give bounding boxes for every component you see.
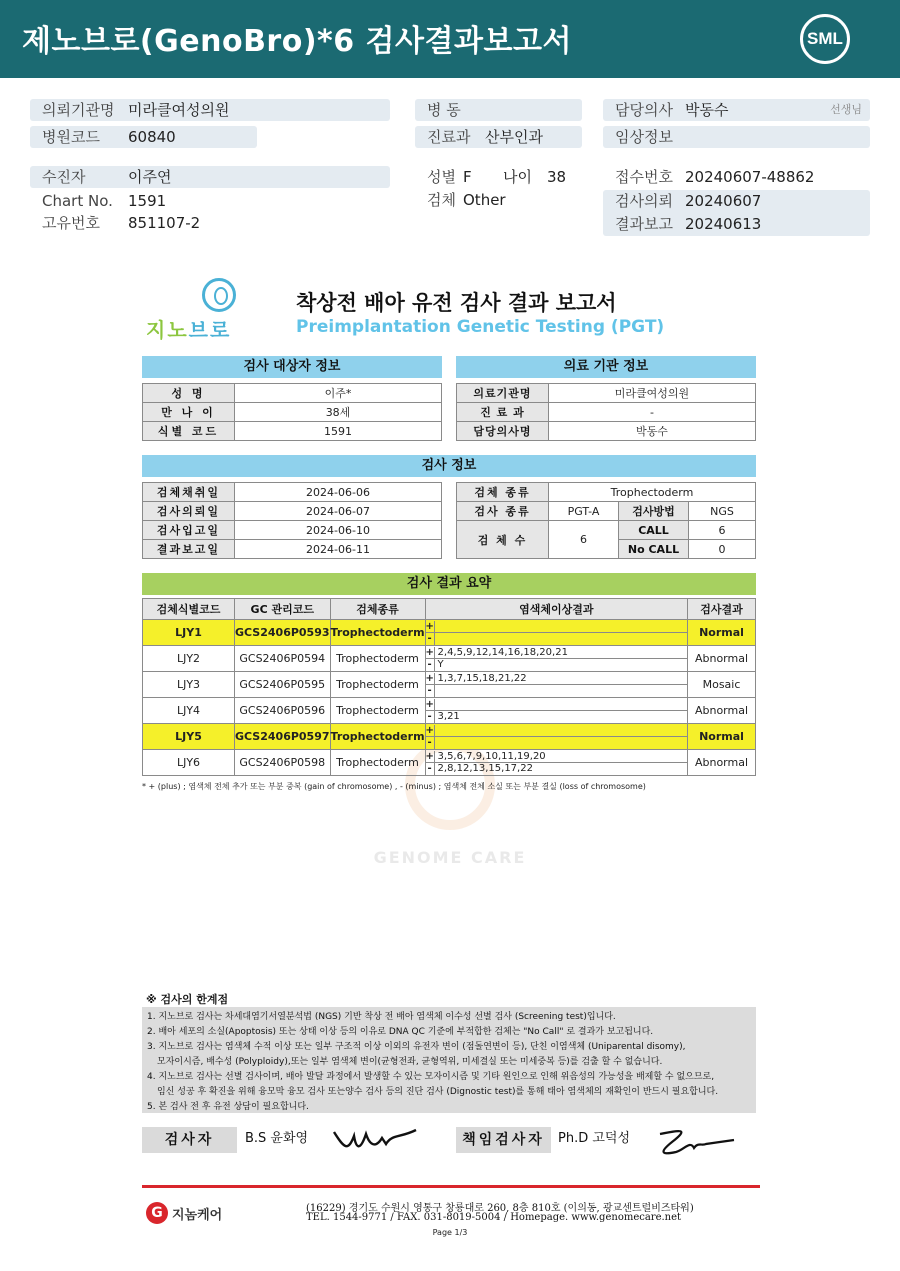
hospital-code-value: 60840 (128, 128, 176, 146)
patient-name-field (30, 166, 390, 188)
hospital-label: 의뢰기관명 (42, 101, 115, 119)
gc-code-cell: GCS2406P0593 (235, 620, 331, 646)
dept-label: 진료과 (427, 128, 471, 146)
plus-chromosomes: 2,4,5,9,12,14,16,18,20,21 (437, 646, 568, 658)
chromosome-result-cell (425, 750, 687, 776)
plus-sign: + (425, 724, 434, 736)
gc-code-cell: GCS2406P0598 (235, 750, 331, 776)
institution-row-doctor: 담당의사명 박동수 (457, 422, 756, 441)
clinical-label: 임상정보 (615, 128, 673, 146)
limitations-box (142, 1007, 756, 1113)
gc-code-cell: GCS2406P0597 (235, 724, 331, 750)
date-row-receive: 검사입고일 2024-06-10 (143, 521, 442, 540)
plus-line (426, 621, 687, 633)
receipt-label: 접수번호 (615, 168, 673, 186)
chromosome-result-cell (425, 646, 687, 672)
minus-line (426, 711, 687, 723)
institution-info-table (456, 383, 756, 441)
tester-label: 검사자 (142, 1127, 237, 1153)
report-title-en: Preimplantation Genetic Testing (PGT) (296, 317, 665, 337)
plus-sign: + (425, 646, 434, 658)
results-footnote: * + (plus) ; 염색체 전체 추가 또는 부분 중복 (gain of chromosome) , - (minus) ; 염색체 전체 소실 또는 부분 결실 (loss of chromosome) (142, 782, 646, 791)
chromosome-result-cell (425, 620, 687, 646)
genomecare-logo (146, 1202, 246, 1226)
limitations-title: ※ 검사의 한계점 (146, 993, 229, 1006)
results-header-row (143, 599, 756, 620)
genomecare-logo-text: 지놈케어 (172, 1208, 223, 1223)
chief-label: 책임검사자 (456, 1127, 551, 1153)
result-cell: Abnormal (688, 750, 756, 776)
specimen-id-cell: LJY5 (143, 724, 235, 750)
genobro-mark-icon (202, 278, 236, 312)
minus-sign: - (426, 659, 435, 671)
specimen-type-cell: Trophectoderm (330, 750, 425, 776)
minus-line (426, 763, 687, 775)
limitation-line: 임신 성공 후 확진을 위해 융모막 융모 검사 또는양수 검사 등의 진단 검사 (Dignostic test)를 통해 태아 염색체의 재확인이 반드시 필요합니다. (157, 1087, 719, 1097)
age-label: 나이 (503, 168, 532, 186)
minus-chromosomes (435, 685, 438, 697)
subject-row-name: 성 명 이주* (143, 384, 442, 403)
detail-row-type: 검사 종류 PGT-A 검사방법 NGS (457, 502, 756, 521)
doctor-suffix: 선생님 (830, 103, 862, 116)
col-type: 검체종류 (330, 599, 425, 620)
limitation-line: 3. 지노브로 검사는 염색체 수적 이상 또는 일부 구조적 이상 이외의 유전자 변이 (점돌연변이 등), 단친 이염색체 (Uniparental disomy), (147, 1042, 686, 1052)
tester-signature-icon (330, 1118, 420, 1158)
result-row (143, 620, 756, 646)
gc-code-cell: GCS2406P0595 (235, 672, 331, 698)
plus-sign: + (425, 698, 434, 710)
plus-line (426, 725, 687, 737)
chromosome-result-cell (425, 724, 687, 750)
footer-contact: TEL. 1544-9771 / FAX. 031-8019-5004 / Homepage. www.genomecare.net (306, 1212, 682, 1223)
report-value: 20240613 (685, 215, 762, 233)
chromosome-result-cell (425, 698, 687, 724)
plus-line (426, 699, 687, 711)
result-cell: Abnormal (688, 646, 756, 672)
chief-signature-icon (650, 1122, 740, 1162)
sex-value: F (463, 168, 472, 186)
minus-sign: - (426, 685, 435, 697)
minus-chromosomes (435, 737, 438, 749)
result-row (143, 698, 756, 724)
subject-row-age: 만 나 이 38세 (143, 403, 442, 422)
id-no-field (30, 212, 390, 234)
id-no-value: 851107-2 (128, 214, 201, 232)
date-row-request: 검사의뢰일 2024-06-07 (143, 502, 442, 521)
specimen-id-cell: LJY4 (143, 698, 235, 724)
plus-chromosomes: 3,5,6,7,9,10,11,19,20 (437, 750, 546, 762)
subject-info-table (142, 383, 442, 441)
ward-label: 병 동 (427, 101, 461, 119)
col-chrom: 염색체이상결과 (425, 599, 687, 620)
result-row (143, 646, 756, 672)
patient-name-value: 이주연 (128, 168, 172, 186)
specimen-value: Other (463, 191, 506, 209)
plus-sign: + (425, 672, 434, 684)
date-row-collect: 검체채취일 2024-06-06 (143, 483, 442, 502)
receipt-field (603, 166, 870, 188)
specimen-label: 검체 (427, 191, 456, 209)
detail-row-call: 검 체 수 6 CALL 6 (457, 521, 756, 540)
genobro-logo (140, 278, 260, 342)
minus-line (426, 659, 687, 671)
plus-chromosomes (435, 621, 438, 632)
result-cell: Mosaic (688, 672, 756, 698)
doctor-value: 박동수 (685, 101, 729, 119)
sex-label: 성별 (427, 168, 456, 186)
tester-name: B.S 윤화영 (245, 1131, 309, 1146)
gc-code-cell: GCS2406P0594 (235, 646, 331, 672)
clinical-field (603, 126, 870, 148)
specimen-id-cell: LJY1 (143, 620, 235, 646)
doctor-label: 담당의사 (615, 101, 673, 119)
chart-no-field (30, 190, 390, 212)
detail-row-specimen: 검체 종류 Trophectoderm (457, 483, 756, 502)
result-cell: Abnormal (688, 698, 756, 724)
report-header-title: 제노브로(GenoBro)*6 검사결과보고서 (22, 24, 572, 59)
header-bar (0, 0, 900, 78)
specimen-id-cell: LJY6 (143, 750, 235, 776)
minus-sign: - (426, 711, 435, 723)
institution-info-heading: 의료 기관 정보 (456, 356, 756, 378)
id-no-label: 고유번호 (42, 214, 100, 232)
plus-chromosomes (435, 725, 438, 736)
genobro-logo-text: 지노브로 (146, 318, 232, 342)
date-row-report: 결과보고일 2024-06-11 (143, 540, 442, 559)
col-result: 검사결과 (688, 599, 756, 620)
minus-chromosomes: 2,8,12,13,15,17,22 (437, 762, 533, 774)
subject-info-heading: 검사 대상자 정보 (142, 356, 442, 378)
limitation-line: 5. 본 검사 전 후 유전 상담이 필요합니다. (147, 1102, 309, 1112)
subject-row-code: 식별 코드 1591 (143, 422, 442, 441)
plus-sign: + (425, 750, 434, 762)
watermark-text: GENOME CARE (373, 848, 527, 867)
footer-address: (16229) 경기도 수원시 영통구 창룡대로 260, 8층 810호 (이의동, 광교센트럴비즈타워) (306, 1203, 694, 1214)
institution-row-name: 의료기관명 미라클여성의원 (457, 384, 756, 403)
minus-sign: - (426, 633, 435, 645)
institution-row-dept: 진 료 과 - (457, 403, 756, 422)
specimen-id-cell: LJY2 (143, 646, 235, 672)
result-cell: Normal (688, 724, 756, 750)
results-table (142, 598, 756, 776)
test-dates-table (142, 482, 442, 559)
result-row (143, 750, 756, 776)
hospital-value: 미라클여성의원 (128, 101, 230, 119)
doctor-field (603, 99, 870, 121)
chromosome-result-cell (425, 672, 687, 698)
result-row (143, 724, 756, 750)
plus-line (426, 647, 687, 659)
hospital-code-field (30, 126, 257, 148)
specimen-field (415, 189, 595, 211)
plus-line (426, 673, 687, 685)
result-row (143, 672, 756, 698)
test-detail-table (456, 482, 756, 559)
footer-divider (142, 1185, 760, 1188)
col-gc: GC 관리코드 (235, 599, 331, 620)
request-label: 검사의뢰 (615, 192, 673, 210)
page-number: Page 1/3 (432, 1228, 468, 1237)
result-cell: Normal (688, 620, 756, 646)
minus-line (426, 685, 687, 697)
specimen-type-cell: Trophectoderm (330, 698, 425, 724)
hospital-field (30, 99, 390, 121)
chart-no-value: 1591 (128, 192, 167, 210)
col-id: 검체식별코드 (143, 599, 235, 620)
limitation-line: 1. 지노브로 검사는 차세대염기서열분석법 (NGS) 기반 착상 전 배아 염색체 이수성 선별 검사 (Screening test)입니다. (147, 1012, 616, 1022)
age-value: 38 (547, 168, 567, 186)
sml-logo: SML (800, 14, 850, 64)
limitation-line: 2. 배아 세포의 소실(Apoptosis) 또는 상태 이상 등의 이유로 DNA QC 기준에 부적합한 검체는 "No Call" 로 결과가 보고됩니다. (147, 1027, 654, 1037)
specimen-type-cell: Trophectoderm (330, 646, 425, 672)
dept-value: 산부인과 (485, 128, 543, 146)
minus-line (426, 737, 687, 749)
specimen-id-cell: LJY3 (143, 672, 235, 698)
dept-field (415, 126, 582, 148)
specimen-type-cell: Trophectoderm (330, 620, 425, 646)
sex-age-field (415, 166, 595, 188)
minus-sign: - (426, 763, 435, 775)
genomecare-g-icon: G (146, 1202, 168, 1224)
plus-line (426, 751, 687, 763)
specimen-type-cell: Trophectoderm (330, 724, 425, 750)
plus-sign: + (425, 620, 434, 632)
plus-chromosomes: 1,3,7,15,18,21,22 (437, 672, 527, 684)
patient-name-label: 수진자 (42, 168, 86, 186)
test-info-heading: 검사 정보 (142, 455, 756, 477)
plus-chromosomes (435, 699, 438, 710)
specimen-type-cell: Trophectoderm (330, 672, 425, 698)
detail-row-nocall: No CALL 0 (457, 540, 756, 559)
report-label: 결과보고 (615, 215, 673, 233)
ward-field (415, 99, 582, 121)
limitation-line: 4. 지노브로 검사는 선별 검사이며, 배아 발달 과정에서 발생할 수 있는 모자이시즘 및 기타 원인으로 인해 위음성의 가능성을 배제할 수 없으므로, (147, 1072, 715, 1082)
minus-sign: - (426, 737, 435, 749)
minus-chromosomes (435, 633, 438, 645)
chart-no-label: Chart No. (42, 192, 113, 210)
request-value: 20240607 (685, 192, 762, 210)
receipt-value: 20240607-48862 (685, 168, 815, 186)
hospital-code-label: 병원코드 (42, 128, 100, 146)
chief-name: Ph.D 고덕성 (558, 1131, 631, 1146)
minus-chromosomes: Y (437, 658, 444, 670)
gc-code-cell: GCS2406P0596 (235, 698, 331, 724)
minus-chromosomes: 3,21 (437, 710, 460, 722)
report-title-ko: 착상전 배아 유전 검사 결과 보고서 (296, 291, 617, 315)
limitation-line: 모자이시즘, 배수성 (Polyploidy),또는 일부 염색체 변이(균형전좌, 균형역위, 미세결실 또는 미세중복 등)를 검출 할 수 없습니다. (157, 1057, 663, 1067)
minus-line (426, 633, 687, 645)
date-block (603, 190, 870, 236)
summary-heading: 검사 결과 요약 (142, 573, 756, 595)
